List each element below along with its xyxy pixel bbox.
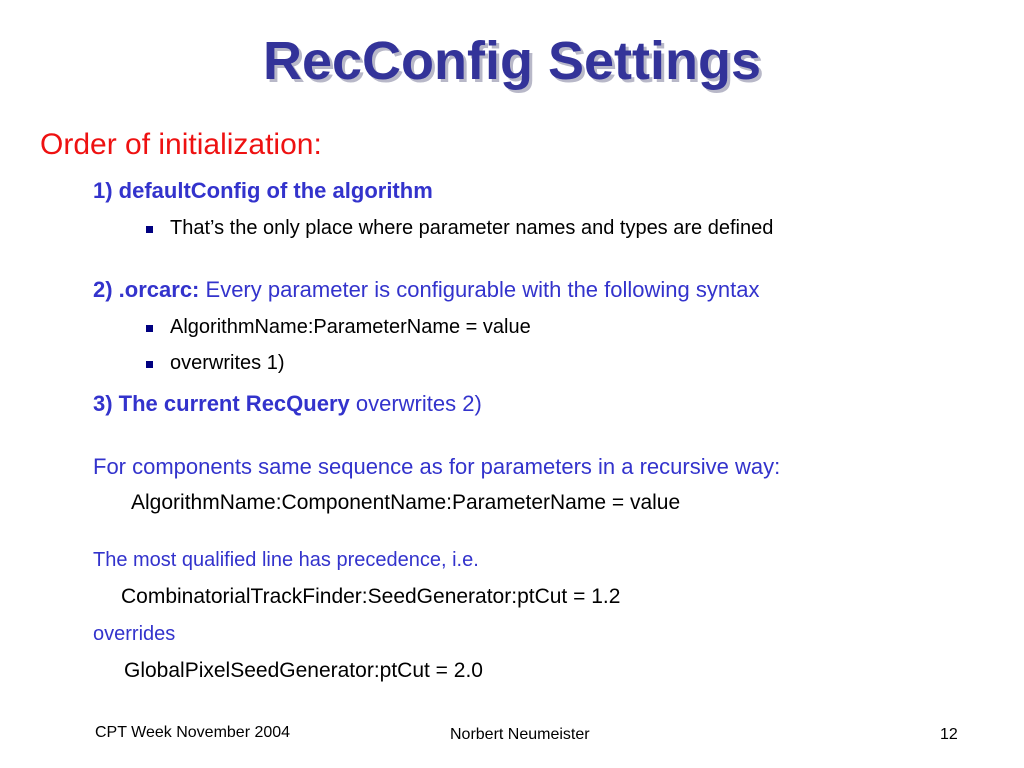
precedence-example1: CombinatorialTrackFinder:SeedGenerator:ptCut = 1.2	[121, 585, 621, 608]
order-heading: Order of initialization:	[40, 128, 322, 161]
bullet-icon	[146, 325, 153, 332]
footer-author: Norbert Neumeister	[450, 726, 590, 743]
step2-bullet1	[170, 316, 531, 339]
bullet-icon	[146, 226, 153, 233]
step2-bullet2	[170, 352, 284, 375]
precedence-text: The most qualified line has precedence, i.e.	[93, 549, 479, 571]
footer-event: CPT Week November 2004	[95, 724, 291, 741]
step3-label	[93, 391, 482, 417]
bullet-icon	[146, 361, 153, 368]
step3-label-bold: 3) The current RecQuery	[93, 391, 350, 416]
components-text: For components same sequence as for parameters in a recursive way:	[93, 454, 781, 479]
step1-label: 1) defaultConfig of the algorithm	[93, 178, 433, 203]
step3-label-rest: overwrites 2)	[355, 391, 482, 416]
step1-bullet1	[170, 217, 773, 240]
overrides-text: overrides	[93, 623, 176, 645]
step2-label-bold: 2) .orcarc:	[93, 277, 200, 302]
step2-label	[93, 277, 759, 303]
step1-bullet1-text: That’s the only place where parameter names and types are defined	[170, 217, 774, 239]
step2-bullet2-text: overwrites 1)	[170, 352, 285, 374]
components-syntax: AlgorithmName:ComponentName:ParameterName = value	[131, 491, 681, 514]
slide-title: RecConfig Settings	[262, 31, 762, 91]
step2-bullet1-text: AlgorithmName:ParameterName = value	[170, 316, 531, 338]
step2-label-rest: Every parameter is configurable with the following syntax	[205, 277, 760, 302]
footer-page-number: 12	[940, 726, 958, 743]
precedence-example2: GlobalPixelSeedGenerator:ptCut = 2.0	[124, 659, 483, 682]
